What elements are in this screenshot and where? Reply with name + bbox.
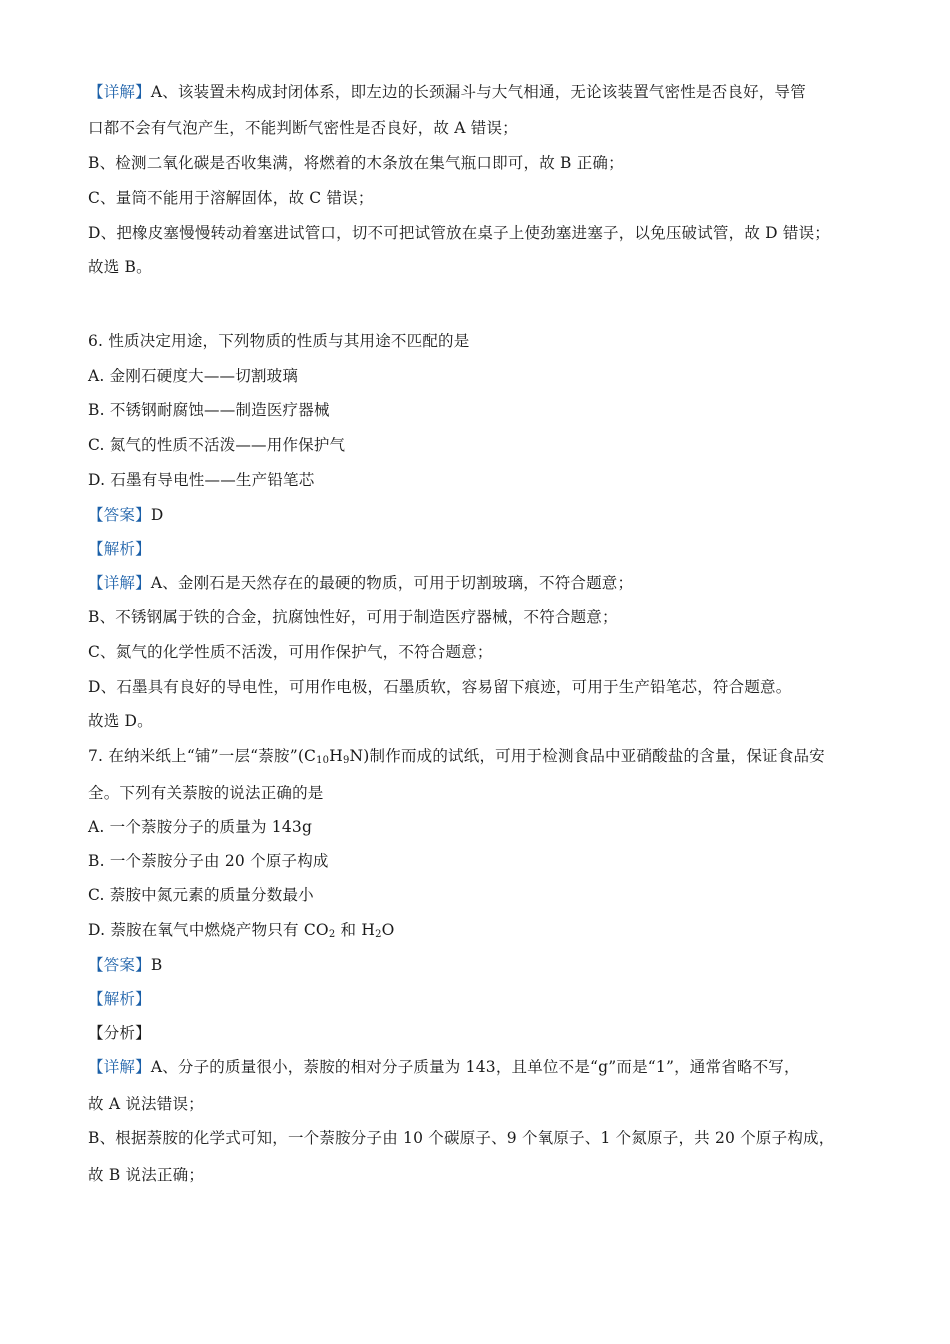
q6-detail-line-3: C、氮气的化学性质不活泼，可用作保护气，不符合题意； [88, 643, 493, 661]
q6-answer-value: D [150, 506, 164, 524]
q6-stem: 6. 性质决定用途，下列物质的性质与其用途不匹配的是 [88, 332, 470, 350]
answer-tag: 【答案】 [88, 956, 151, 974]
q7-stem-pre: 7. 在纳米纸上“铺”一层“萘胺”(C [88, 747, 317, 765]
q7-option-a: A. 一个萘胺分子的质量为 143g [88, 818, 313, 836]
q6-detail-line-5: 故选 D。 [88, 712, 153, 730]
detail-tag: 【详解】 [88, 1058, 151, 1076]
q6-detail-line-2: B、不锈钢属于铁的合金，抗腐蚀性好，可用于制造医疗器械，不符合题意； [88, 608, 618, 626]
q7-detail-text-1: A、分子的质量很小，萘胺的相对分子质量为 143，且单位不是“g”而是“1”，通常省略不写， [150, 1058, 800, 1076]
q6-detail-line-4: D、石墨具有良好的导电性，可用作电极，石墨质软，容易留下痕迹，可用于生产铅笔芯，符合题意。 [88, 678, 792, 696]
q7-option-d [88, 920, 880, 940]
q7-detail-line-2: 故 A 说法错误； [88, 1095, 204, 1113]
q5-detail-line-5: D、把橡皮塞慢慢转动着塞进试管口，切不可把试管放在桌子上使劲塞进塞子，以免压破试管，故 D 错误； [88, 224, 831, 242]
q5-detail-line-6: 故选 B。 [88, 258, 152, 276]
q7-option-c: C. 萘胺中氮元素的质量分数最小 [88, 886, 314, 904]
q6-option-c: C. 氮气的性质不活泼——用作保护气 [88, 436, 346, 454]
q7-detail-line-1 [88, 1057, 880, 1077]
q7-option-d-mid: 和 H [335, 921, 376, 939]
q6-detail-line-1 [88, 573, 880, 593]
q7-answer-value: B [150, 956, 163, 974]
q7-stem-mid: H [329, 747, 343, 765]
q7-stem-post: N)制作而成的试纸，可用于检测食品中亚硝酸盐的含量，保证食品安 [349, 747, 825, 765]
q6-analysis-tag: 【解析】 [88, 540, 151, 558]
q7-detail-line-4: 故 B 说法正确； [88, 1166, 205, 1184]
q5-detail-line-4: C、量筒不能用于溶解固体，故 C 错误； [88, 189, 374, 207]
q6-option-b: B. 不锈钢耐腐蚀——制造医疗器械 [88, 401, 330, 419]
q7-analysis-tag: 【解析】 [88, 990, 151, 1008]
q7-stem-line-2: 全。下列有关萘胺的说法正确的是 [88, 784, 324, 802]
q7-fenxi-tag: 【分析】 [88, 1024, 151, 1042]
answer-tag: 【答案】 [88, 506, 151, 524]
q7-stem-sub-9: 9 [342, 755, 350, 766]
q6-option-a: A. 金刚石硬度大——切割玻璃 [88, 367, 299, 385]
q7-stem-line-1 [88, 746, 880, 766]
q7-detail-line-3: B、根据萘胺的化学式可知，一个萘胺分子由 10 个碳原子、9 个氧原子、1 个氮原子，共 20 个原子构成， [88, 1129, 835, 1147]
q7-option-d-pre: D. 萘胺在氧气中燃烧产物只有 CO [88, 921, 329, 939]
q7-option-b: B. 一个萘胺分子由 20 个原子构成 [88, 852, 329, 870]
q7-option-d-sub-2: 2 [375, 929, 382, 940]
detail-tag: 【详解】 [88, 83, 151, 101]
q6-option-d: D. 石墨有导电性——生产铅笔芯 [88, 471, 315, 489]
q7-option-d-post: O [381, 921, 395, 939]
q5-detail-line-1 [88, 82, 880, 102]
q7-stem-sub-10: 10 [316, 755, 330, 766]
q6-answer [88, 505, 880, 525]
q6-detail-text-1: A、金刚石是天然存在的最硬的物质，可用于切割玻璃，不符合题意； [150, 574, 634, 592]
q5-detail-line-2: 口都不会有气泡产生，不能判断气密性是否良好，故 A 错误； [88, 119, 518, 137]
q7-option-d-sub-1: 2 [328, 929, 336, 940]
q7-answer [88, 955, 880, 975]
detail-tag: 【详解】 [88, 574, 151, 592]
q5-detail-line-3: B、检测二氧化碳是否收集满，将燃着的木条放在集气瓶口即可，故 B 正确； [88, 154, 624, 172]
q5-detail-text-1: A、该装置未构成封闭体系，即左边的长颈漏斗与大气相通，无论该装置气密性是否良好，导管 [150, 83, 806, 101]
